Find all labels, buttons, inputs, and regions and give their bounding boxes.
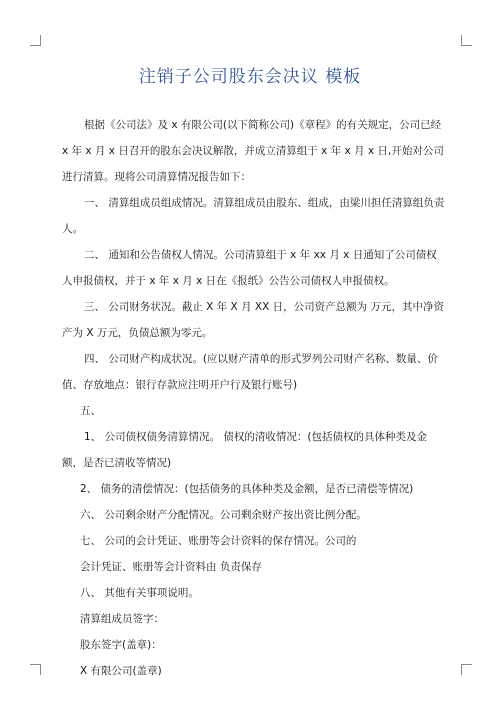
crop-mark-top-right bbox=[461, 35, 472, 46]
company-seal-line: X 有限公司(盖章) bbox=[80, 665, 162, 677]
section-2-paragraph: 二、 通知和公告债权人情况。公司清算组于 x 年 xx 月 x 日通知了公司债权人申报债权，并于 x 年 x 月 x 日在《报纸》公告公司债权人申报债权。 bbox=[62, 249, 437, 287]
section-5-heading: 五、 bbox=[80, 405, 101, 417]
section-5-item-2: 2、 债务的清偿情况：(包括债务的具体种类及金额，是否已清偿等情况) bbox=[80, 483, 414, 495]
section-6-paragraph: 六、 公司剩余财产分配情况。公司剩余财产按出资比例分配。 bbox=[80, 509, 367, 521]
intro-paragraph: 根据《公司法》及 x 有限公司(以下简称公司)《章程》的有关规定，公司已经 x 年 x 月 x 日召开的股东会决议解散，并成立清算组于 x 年 x 月 x 日,开始对公司进行清算。现将公司清算情况报告如下： bbox=[62, 119, 444, 183]
section-8-paragraph: 八、 其他有关事项说明。 bbox=[80, 587, 199, 599]
section-5-item-1: 1、 公司债权债务清算情况。 债权的清收情况：(包括债权的具体种类及金额，是否已清收等情况) bbox=[62, 431, 427, 469]
document-body bbox=[62, 112, 447, 684]
liquidation-team-signature-line: 清算组成员签字： bbox=[80, 613, 164, 625]
crop-mark-bottom-left bbox=[30, 664, 41, 675]
section-4-paragraph: 四、 公司财产构成状况。(应以财产清单的形式罗列公司财产名称、数量、价值、存放地点：银行存款应注明开户行及银行账号) bbox=[62, 353, 438, 391]
crop-mark-top-left bbox=[30, 35, 41, 46]
section-7-paragraph: 七、 公司的会计凭证、账册等会计资料的保存情况。公司的 bbox=[80, 535, 357, 547]
shareholder-signature-line: 股东签字(盖章)： bbox=[80, 639, 162, 651]
crop-mark-bottom-right bbox=[461, 664, 472, 675]
section-1-paragraph: 一、 清算组成员组成情况。清算组成员由股东、组成，由梁川担任清算组负责人。 bbox=[62, 197, 445, 235]
document-title: 注销子公司股东会决议 模板 bbox=[138, 67, 362, 87]
section-3-paragraph: 三、 公司财务状况。截止 X 年 X 月 XX 日，公司资产总额为 万元，其中净资产为 X 万元，负债总额为零元。 bbox=[62, 301, 444, 339]
section-7-continued: 会计凭证、账册等会计资料由 负责保存 bbox=[80, 561, 262, 573]
